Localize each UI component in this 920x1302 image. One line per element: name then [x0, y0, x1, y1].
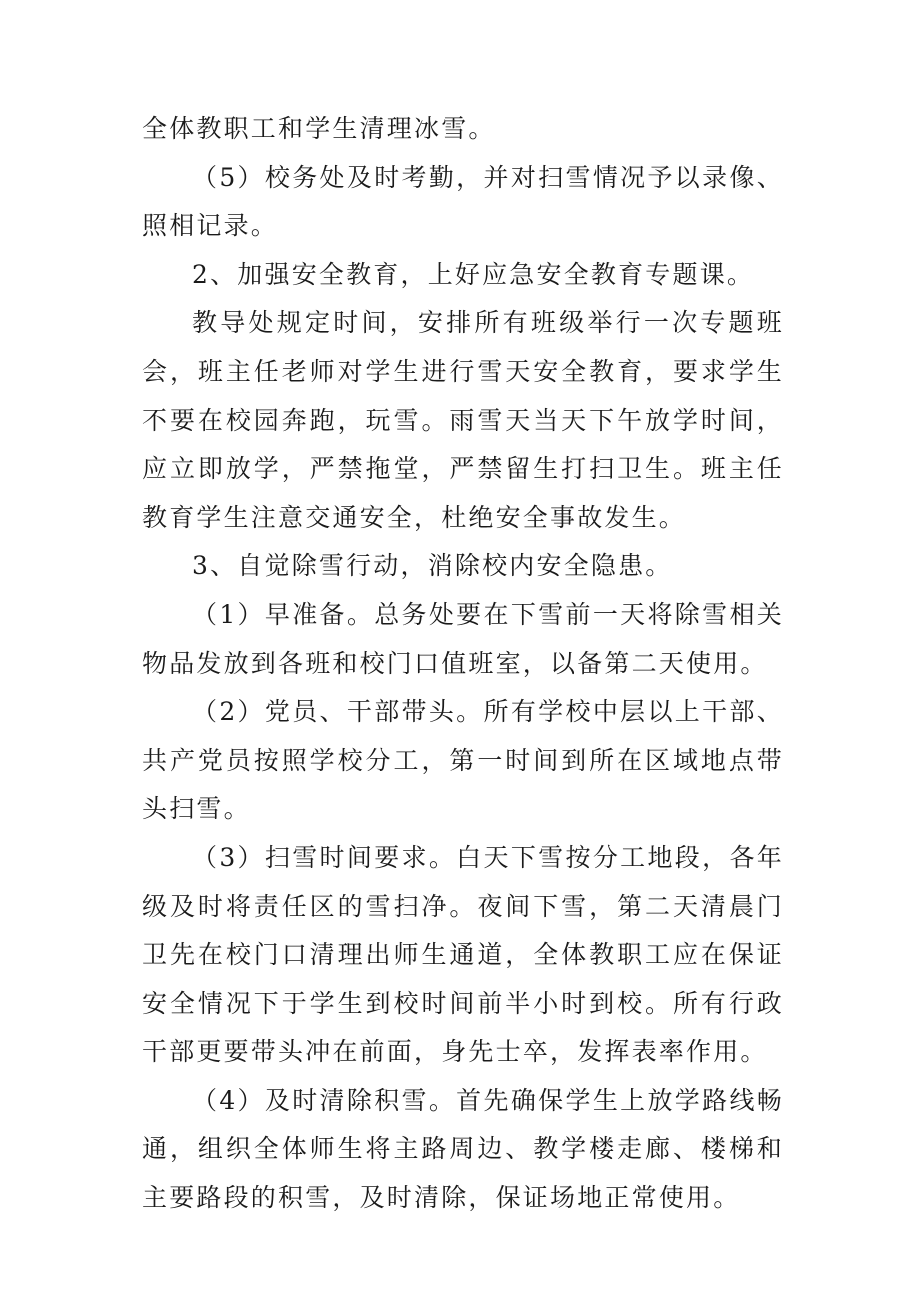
paragraph-item-5-attendance: （5）校务处及时考勤，并对扫雪情况予以录像、照相记录。: [142, 162, 784, 241]
paragraph-item-2-leadership: （2）党员、干部带头。所有学校中层以上干部、共产党员按照学校分工，第一时间到所在区域地点带头扫雪。: [142, 697, 784, 824]
paragraph-class-meeting: 教导处规定时间，安排所有班级举行一次专题班会，班主任老师对学生进行雪天安全教育，要求学生不要在校园奔跑，玩雪。雨雪天当天下午放学时间，应立即放学，严禁拖堂，严禁留生打扫卫生。班主任教育学生注意交通安全，杜绝安全事故发生。: [142, 308, 784, 532]
paragraph-item-3-timing: （3）扫雪时间要求。白天下雪按分工地段，各年级及时将责任区的雪扫净。夜间下雪，第二天清晨门卫先在校门口清理出师生通道，全体教职工应在保证安全情况下于学生到校时间前半小时到校。所有行政干部更要带头冲在前面，身先士卒，发挥表率作用。: [142, 842, 784, 1067]
document-body: [142, 105, 784, 1223]
paragraph-item-4-clearing: （4）及时清除积雪。首先确保学生上放学路线畅通，组织全体师生将主路周边、教学楼走廊、楼梯和主要路段的积雪，及时清除，保证场地正常使用。: [142, 1085, 784, 1213]
paragraph-continuation: 全体教职工和学生清理冰雪。: [142, 114, 496, 143]
paragraph-item-1-preparation: （1）早准备。总务处要在下雪前一天将除雪相关物品发放到各班和校门口值班室，以备第二天使用。: [142, 599, 784, 678]
paragraph-heading-snow-removal: 3、自觉除雪行动，消除校内安全隐患。: [192, 551, 673, 581]
paragraph-heading-safety-education: 2、加强安全教育，上好应急安全教育专题课。: [192, 259, 755, 289]
